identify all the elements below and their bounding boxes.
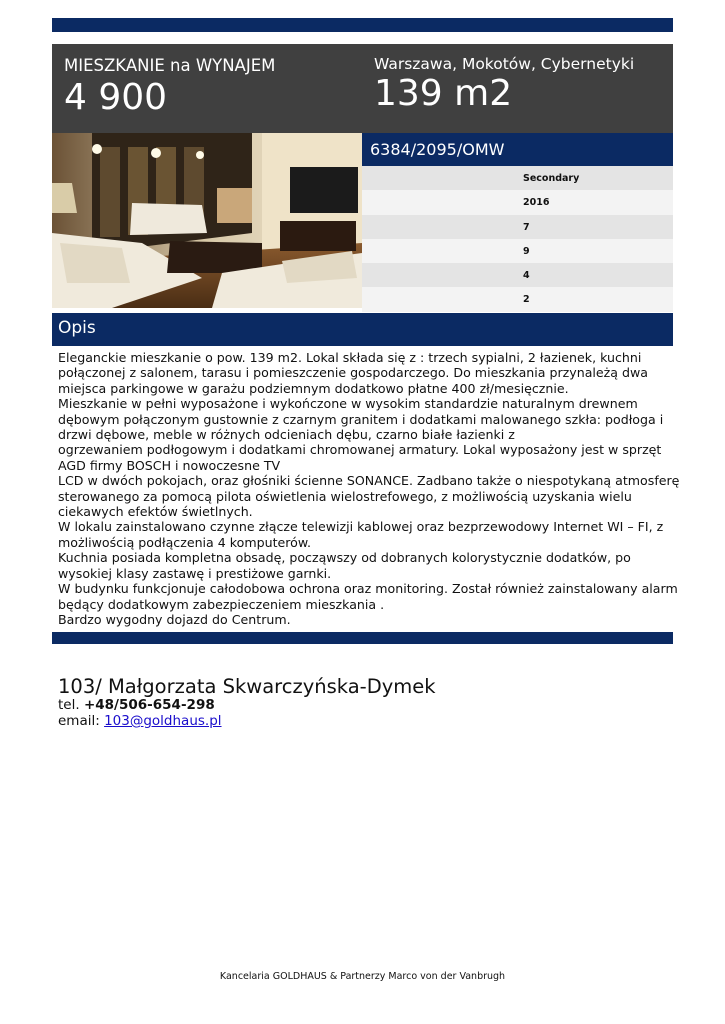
agent-email (58, 713, 222, 729)
description-text (58, 350, 680, 627)
description-line: LCD w dwóch pokojach, oraz głośniki ścienne SONANCE. Zadbano także o niespotykaną atmosferę (58, 473, 680, 489)
param-row-year (362, 190, 673, 214)
description-line: Eleganckie mieszkanie o pow. 139 m2. Lokal składa się z : trzech sypialni, 2 łazienek, kuchni (58, 350, 642, 365)
agent-name: 103/ Małgorzata Skwarczyńska-Dymek (58, 675, 436, 698)
param-value: Secondary (523, 173, 580, 184)
email-label: email: (58, 713, 100, 729)
description-header (52, 313, 673, 346)
listing-header (52, 44, 673, 133)
param-row (362, 263, 673, 287)
living-room-image (52, 133, 362, 308)
listing-price: 4 900 (64, 77, 168, 118)
params-table (362, 166, 673, 312)
description-line: W budynku funkcjonuje całodobowa ochrona oraz monitoring. Został również zainstalowany alarm (58, 581, 678, 597)
reference-number-bar (362, 133, 673, 166)
listing-location: Warszawa, Mokotów, Cybernetyki (374, 55, 635, 73)
description-line: AGD firmy BOSCH i nowoczesne TV (58, 457, 281, 473)
description-line: możliwością podłączenia 4 komputerów. (58, 534, 312, 550)
section-divider-bar (52, 632, 673, 644)
phone-label: tel. (58, 697, 80, 713)
param-row (362, 215, 673, 239)
param-value: 4 (523, 270, 530, 282)
description-line: połączonej z salonem, tarasu i pomieszczenie gospodarczego. Do mieszkania przynależą dwa (58, 365, 649, 381)
phone-number: +48/506-654-298 (83, 697, 215, 713)
listing-area: 139 m2 (374, 73, 513, 114)
param-value: 9 (523, 245, 530, 257)
description-line: miejsca parkingowe w garażu podziemnym dodatkowo płatne 400 zł/mesięcznie. (58, 380, 569, 396)
property-photo (52, 133, 362, 308)
description-line: sterowanego za pomocą pilota oświetlenia wielostrefowego, z możliwością uzyskania wielu (58, 488, 632, 504)
param-value: 2 (523, 294, 530, 306)
description-line: drzwi dębowe, meble w różnych odcieniach dębu, czarno białe łazienki z (58, 427, 515, 443)
description-line: Kuchnia posiada kompletna obsadę, począwszy od dobranych kolorystycznie dodatków, po (58, 550, 631, 566)
description-line: wysokiej klasy zastawę i prestiżowe garnki. (58, 565, 332, 581)
email-link[interactable]: 103@goldhaus.pl (104, 713, 222, 729)
description-title: Opis (58, 318, 96, 338)
top-accent-bar (52, 18, 673, 32)
footer-text: Kancelaria GOLDHAUS & Partnerzy Marco von der Vanbrugh (219, 971, 506, 982)
param-row-market (362, 166, 673, 190)
listing-type: MIESZKANIE na WYNAJEM (64, 56, 276, 75)
param-value: 2016 (523, 197, 550, 209)
description-line: ogrzewaniem podłogowym i dodatkami chromowanej armatury. Lokal wyposażony jest w sprzęt (58, 442, 662, 458)
description-line: dębowym połączonym gustownie z czarnym granitem i dodatkami malowanego szkła: podłoga i (58, 411, 664, 427)
description-line: Mieszkanie w pełni wyposażone i wykończone w wysokim standardzie naturalnym drewnem (58, 396, 638, 412)
reference-number: 6384/2095/OMW (370, 140, 505, 159)
param-value: 7 (523, 221, 530, 233)
param-row (362, 287, 673, 311)
description-line: Bardzo wygodny dojazd do Centrum. (58, 611, 291, 627)
description-line: ciekawych efektów świetlnych. (58, 504, 253, 520)
description-line: będący dodatkowym zabezpieczeniem mieszkania . (58, 596, 385, 612)
param-row (362, 239, 673, 263)
agent-phone (58, 697, 215, 713)
description-line: W lokalu zainstalowano czynne złącze telewizji kablowej oraz bezprzewodowy Internet WI – FI, z (58, 519, 664, 535)
